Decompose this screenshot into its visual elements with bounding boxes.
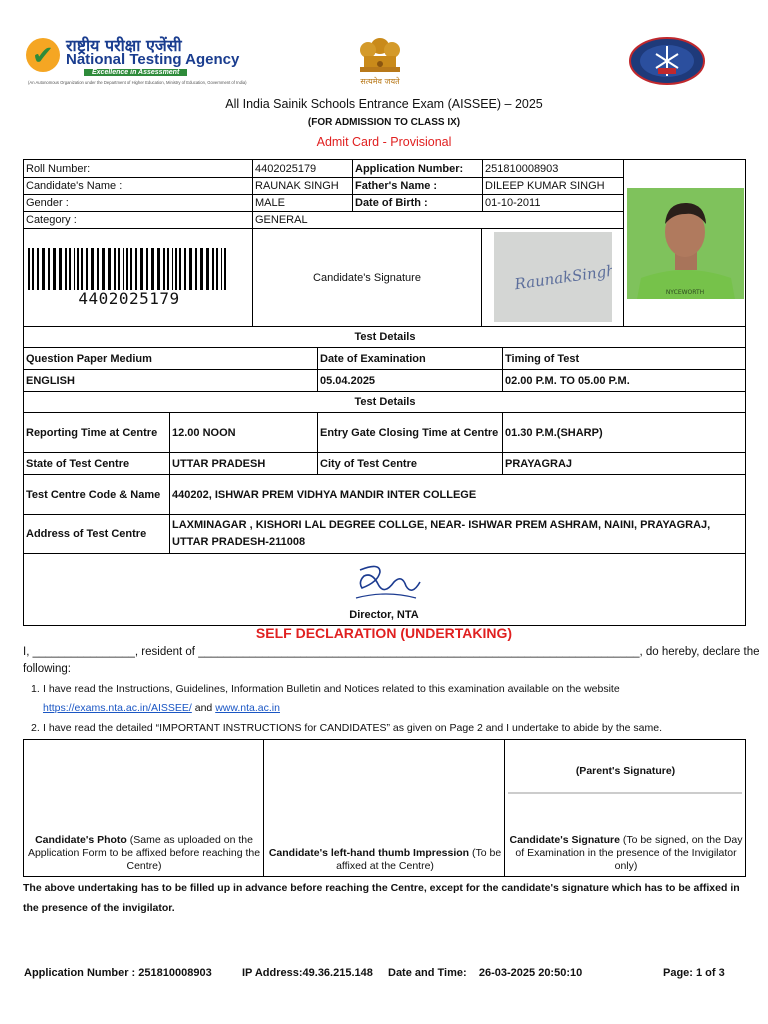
exam-title: All India Sainik Schools Entrance Exam (AISSEE) – 2025	[225, 97, 543, 111]
barcode-bar	[212, 248, 214, 290]
page-header	[0, 0, 768, 96]
father-name-value: DILEEP KUMAR SINGH	[483, 178, 624, 195]
barcode-bar	[48, 248, 50, 290]
signature-box-caption	[507, 834, 745, 873]
barcode-bar	[77, 248, 79, 290]
barcode-bar	[69, 248, 71, 290]
barcode-bar	[224, 248, 226, 290]
nta-tagline: Excellence in Assessment	[84, 69, 187, 76]
exam-date-value: 05.04.2025	[318, 370, 503, 392]
city-label: City of Test Centre	[318, 453, 503, 475]
barcode-bar	[81, 248, 83, 290]
candidate-name-label: Candidate's Name :	[24, 178, 253, 195]
barcode-bar	[114, 248, 116, 290]
candidate-photo	[627, 188, 744, 299]
photo-box-caption	[25, 834, 263, 873]
test-details-heading	[24, 327, 746, 348]
footer-ip-address: IP Address:49.36.215.148	[242, 967, 373, 979]
nta-website-link[interactable]: www.nta.ac.in	[215, 702, 280, 714]
dob-value: 01-10-2011	[483, 195, 624, 212]
thumb-caption-bold: Candidate's left-hand thumb Impression	[268, 847, 470, 859]
declaration-line-2: following:	[23, 663, 71, 675]
reporting-time-value: 12.00 NOON	[170, 413, 318, 453]
barcode-bar	[97, 248, 99, 290]
barcode-bar	[195, 248, 197, 290]
thumb-box-caption	[266, 847, 504, 873]
barcode-bar	[167, 248, 169, 290]
barcode-bar	[172, 248, 173, 290]
photo-caption-text: (Same as uploaded on the Application Form to be affixed before reaching the Centre)	[27, 834, 261, 872]
thumb-caption-text: (To be affixed at the Centre)	[336, 847, 502, 872]
footer-page-number: Page: 1 of 3	[663, 967, 725, 979]
nta-name: National Testing Agency	[66, 51, 240, 68]
item-2-text: I have read the detailed “IMPORTANT INSTRUCTIONS for CANDIDATES” as given on Page 2 and I undertake to abide by the same.	[43, 722, 663, 734]
state-value: UTTAR PRADESH	[170, 453, 318, 475]
candidate-name-value: RAUNAK SINGH	[253, 178, 353, 195]
centre-code-label: Test Centre Code & Name	[24, 475, 170, 515]
self-declaration-title: SELF DECLARATION (UNDERTAKING)	[255, 625, 513, 641]
test-details-title: Test Details	[354, 331, 416, 343]
city-value: PRAYAGRAJ	[503, 453, 746, 475]
barcode-bar	[221, 248, 222, 290]
category-label: Category :	[24, 212, 253, 229]
nta-subtext: (An Autonomous Organization under the Department of Higher Education, Ministry of Education, Government of India)	[28, 80, 247, 85]
barcode-bar	[157, 248, 160, 290]
barcode-bar	[189, 248, 192, 290]
barcode-bar	[140, 248, 143, 290]
signature-text: RaunakSingh	[513, 261, 612, 294]
barcode-bar	[146, 248, 148, 290]
item-1-links	[43, 700, 280, 716]
barcode-bar	[216, 248, 218, 290]
barcode-bar	[135, 248, 137, 290]
medium-label: Question Paper Medium	[24, 348, 318, 370]
gate-closing-value: 01.30 P.M.(SHARP)	[503, 413, 746, 453]
category-value: GENERAL	[253, 212, 624, 229]
item-1-number: 1.	[31, 683, 40, 695]
nta-logo	[24, 32, 264, 90]
gender-label: Gender :	[24, 195, 253, 212]
declaration-line-1: I, ________________, resident of _____________________________________________________________________, do hereby, declare the	[23, 646, 760, 658]
candidate-signature-label: Candidate's Signature	[313, 271, 421, 284]
centre-address-value: LAXMINAGAR , KISHORI LAL DEGREE COLLGE, NEAR- ISHWAR PREM ASHRAM, NAINI, PRAYAGRAJ, UTTAR PRADESH-211008	[170, 515, 746, 554]
signature-caption-text: (To be signed, on the Day of Examination in the presence of the Invigilator only)	[515, 834, 743, 872]
and-text: and	[194, 702, 213, 714]
barcode-bar	[108, 248, 111, 290]
footer-application-number: Application Number : 251810008903	[24, 967, 212, 979]
director-signature-icon	[350, 560, 424, 606]
barcode-bar	[53, 248, 56, 290]
centre-code-value: 440202, ISHWAR PREM VIDHYA MANDIR INTER COLLEGE	[170, 475, 746, 515]
item-2-number: 2.	[31, 722, 40, 734]
test-details-title-2: Test Details	[354, 396, 416, 408]
barcode-bar	[91, 248, 94, 290]
barcode-bar	[163, 248, 165, 290]
signature-caption-bold: Candidate's Signature	[509, 834, 620, 846]
father-name-label: Father's Name :	[353, 178, 483, 195]
state-label: State of Test Centre	[24, 453, 170, 475]
barcode-bar	[86, 248, 88, 290]
sainik-school-crest-icon	[628, 36, 706, 86]
test-details-heading-2	[24, 392, 746, 413]
barcode-bar	[126, 248, 128, 290]
barcode-bar	[32, 248, 34, 290]
application-number-label: Application Number:	[353, 160, 483, 178]
exam-date-label: Date of Examination	[318, 348, 503, 370]
barcode-bar	[102, 248, 105, 290]
aissee-link[interactable]: https://exams.nta.ac.in/AISSEE/	[43, 702, 192, 714]
barcode-bar	[175, 248, 177, 290]
barcode-bar	[206, 248, 209, 290]
barcode-bar	[65, 248, 67, 290]
gate-closing-label: Entry Gate Closing Time at Centre	[318, 413, 503, 453]
emblem-motto: सत्यमेव जयते	[360, 77, 400, 86]
barcode-bar	[42, 248, 45, 290]
barcode-bar	[130, 248, 132, 290]
national-emblem-icon	[340, 36, 420, 88]
centre-address-label: Address of Test Centre	[24, 515, 170, 554]
photo-caption-bold: Candidate's Photo	[35, 834, 127, 846]
roll-number-value: 4402025179	[253, 160, 353, 178]
photo-shirt-text: NYCEWORTH	[665, 289, 705, 296]
barcode-icon	[28, 248, 228, 290]
undertaking-note: The above undertaking has to be filled up in advance before reaching the Centre, except for the candidate's signature which has to be affixed in the presence of the invigilator.	[23, 882, 740, 914]
barcode-bar	[28, 248, 30, 290]
gender-value: MALE	[253, 195, 353, 212]
timing-label: Timing of Test	[503, 348, 746, 370]
roll-number-label: Roll Number:	[24, 160, 253, 178]
dob-label: Date of Birth :	[353, 195, 483, 212]
barcode-bar	[179, 248, 181, 290]
barcode-bar	[200, 248, 203, 290]
barcode-bar	[59, 248, 62, 290]
footer-datetime: Date and Time: 26-03-2025 20:50:10	[388, 967, 583, 979]
barcode-bar	[37, 248, 39, 290]
application-number-value: 251810008903	[483, 160, 624, 178]
reporting-time-label: Reporting Time at Centre	[24, 413, 170, 453]
checkmark-icon: ✔	[32, 40, 54, 70]
medium-value: ENGLISH	[24, 370, 318, 392]
timing-value: 02.00 P.M. TO 05.00 P.M.	[503, 370, 746, 392]
admit-card-type: Admit Card - Provisional	[316, 135, 452, 149]
item-1-text: I have read the Instructions, Guidelines, Information Bulletin and Notices related to this examination available on the website	[43, 683, 620, 695]
barcode-number: 4402025179	[78, 289, 180, 308]
director-label: Director, NTA	[349, 609, 419, 621]
barcode-bar	[151, 248, 154, 290]
candidate-signature-image	[494, 232, 612, 322]
barcode-bar	[123, 248, 124, 290]
barcode-bar	[74, 248, 75, 290]
nta-hindi-name: राष्ट्रीय परीक्षा एजेंसी	[66, 36, 182, 55]
exam-subtitle: (FOR ADMISSION TO CLASS IX)	[307, 117, 461, 128]
parent-signature-label: (Parent's Signature)	[575, 765, 676, 777]
signature-label-cell	[253, 229, 482, 327]
barcode-bar	[184, 248, 186, 290]
barcode-bar	[118, 248, 120, 290]
parent-signature-line	[508, 792, 742, 794]
